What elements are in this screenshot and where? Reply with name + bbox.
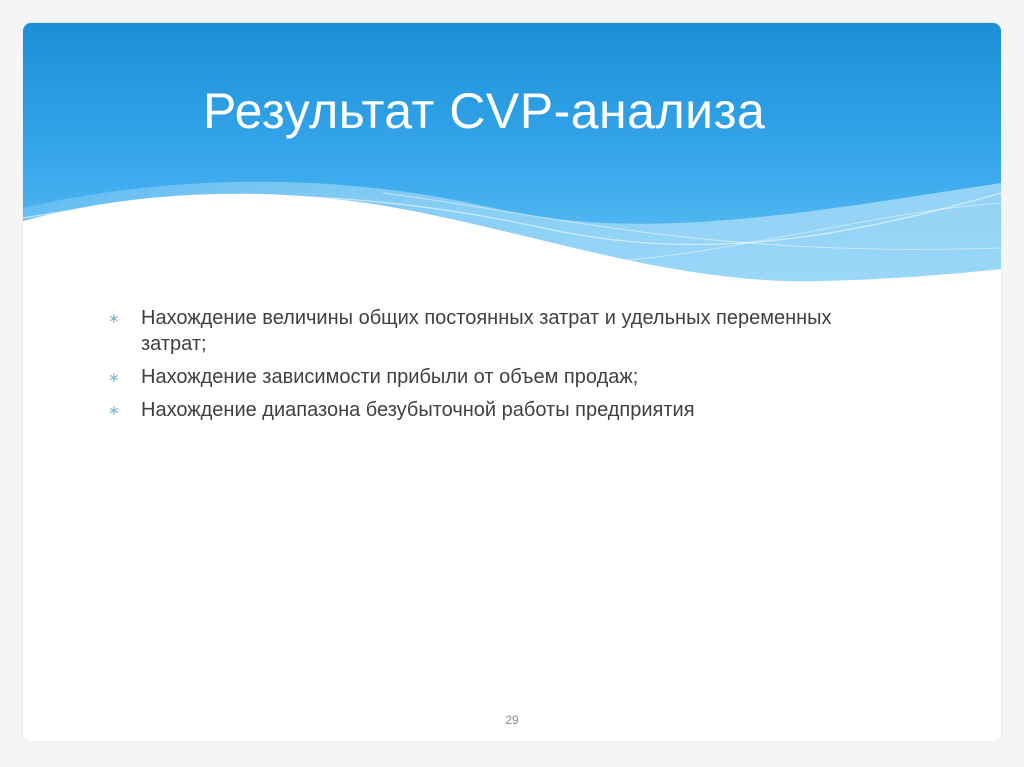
page-number: 29 — [505, 713, 519, 727]
bullet-text: Нахождение зависимости прибыли от объем продаж; — [141, 366, 639, 388]
asterisk-bullet-icon: ∗ — [108, 402, 120, 418]
bullet-text: Нахождение диапазона безубыточной работы предприятия — [141, 399, 695, 421]
bullet-item — [108, 305, 868, 357]
header-wave-banner — [23, 23, 1001, 293]
asterisk-bullet-icon: ∗ — [108, 369, 120, 385]
asterisk-bullet-icon: ∗ — [108, 310, 120, 326]
slide-title: Результат CVP-анализа — [203, 83, 766, 139]
bullet-text: Нахождение величины общих постоянных затрат и удельных переменных затрат; — [141, 307, 832, 355]
bullet-list — [108, 305, 868, 430]
slide — [23, 23, 1001, 741]
bullet-item — [108, 397, 868, 423]
bullet-item — [108, 364, 868, 390]
